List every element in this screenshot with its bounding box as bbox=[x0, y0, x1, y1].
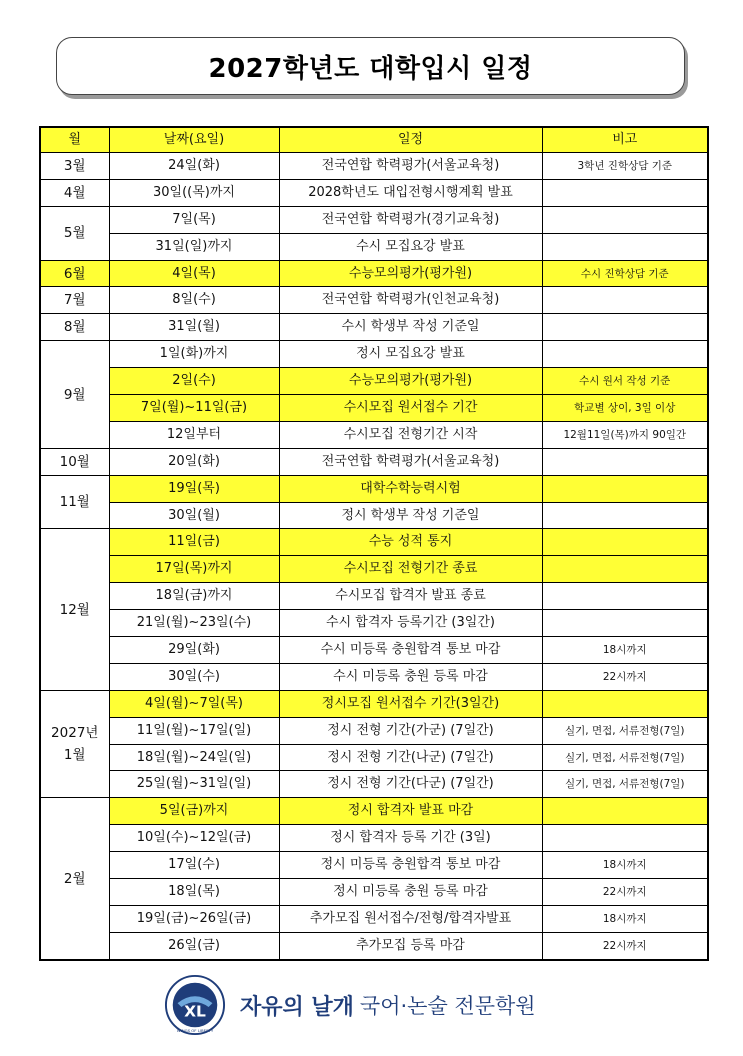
table-row bbox=[40, 932, 708, 959]
cell-note: 수시 원서 작성 기준 bbox=[542, 368, 708, 395]
table-row bbox=[40, 153, 708, 180]
table-row bbox=[40, 798, 708, 825]
cell-note: 18시까지 bbox=[542, 637, 708, 664]
cell-month: 7월 bbox=[40, 287, 109, 314]
cell-date: 4일(목) bbox=[109, 260, 279, 287]
cell-date: 10일(수)~12일(금) bbox=[109, 825, 279, 852]
cell-note bbox=[542, 583, 708, 610]
table-row bbox=[40, 825, 708, 852]
cell-note bbox=[542, 448, 708, 475]
cell-note bbox=[542, 287, 708, 314]
cell-date: 17일(목)까지 bbox=[109, 556, 279, 583]
cell-date: 21일(월)~23일(수) bbox=[109, 610, 279, 637]
title-box bbox=[56, 37, 685, 95]
schedule-table bbox=[39, 126, 709, 961]
table-row bbox=[40, 287, 708, 314]
table-row bbox=[40, 879, 708, 906]
footer-name: 자유의 날개 bbox=[240, 994, 354, 1020]
cell-month: 5월 bbox=[40, 206, 109, 260]
cell-note bbox=[542, 233, 708, 260]
page-title: 2027학년도 대학입시 일정 bbox=[208, 53, 533, 84]
cell-date: 12일부터 bbox=[109, 421, 279, 448]
table-row bbox=[40, 529, 708, 556]
cell-note bbox=[542, 798, 708, 825]
cell-event: 정시 합격자 등록 기간 (3일) bbox=[279, 825, 542, 852]
cell-note: 22시까지 bbox=[542, 932, 708, 959]
cell-note: 3학년 진학상담 기준 bbox=[542, 153, 708, 180]
cell-event: 수시모집 전형기간 시작 bbox=[279, 421, 542, 448]
cell-date: 7일(월)~11일(금) bbox=[109, 395, 279, 422]
table-row bbox=[40, 314, 708, 341]
cell-date: 29일(화) bbox=[109, 637, 279, 664]
table-row bbox=[40, 395, 708, 422]
cell-date: 18일(목) bbox=[109, 879, 279, 906]
logo-bottom-text: WINGS OF LIBERTY bbox=[176, 1028, 214, 1034]
cell-event: 전국연합 학력평가(경기교육청) bbox=[279, 206, 542, 233]
table-row bbox=[40, 341, 708, 368]
cell-event: 대학수학능력시험 bbox=[279, 475, 542, 502]
header-event: 일정 bbox=[279, 127, 542, 153]
cell-note bbox=[542, 502, 708, 529]
cell-date: 31일(월) bbox=[109, 314, 279, 341]
cell-event: 정시 학생부 작성 기준일 bbox=[279, 502, 542, 529]
header-date: 날짜(요일) bbox=[109, 127, 279, 153]
cell-month: 3월 bbox=[40, 153, 109, 180]
cell-date: 30일(월) bbox=[109, 502, 279, 529]
cell-event: 수능 성적 통지 bbox=[279, 529, 542, 556]
cell-event: 수시모집 원서접수 기간 bbox=[279, 395, 542, 422]
table-row bbox=[40, 448, 708, 475]
cell-date: 11일(금) bbox=[109, 529, 279, 556]
cell-date: 25일(월)~31일(일) bbox=[109, 771, 279, 798]
cell-date: 26일(금) bbox=[109, 932, 279, 959]
cell-date: 19일(금)~26일(금) bbox=[109, 905, 279, 932]
cell-note bbox=[542, 610, 708, 637]
cell-note: 실기, 면접, 서류전형(7일) bbox=[542, 717, 708, 744]
cell-month: 10월 bbox=[40, 448, 109, 475]
cell-note: 수시 진학상담 기준 bbox=[542, 260, 708, 287]
table-row bbox=[40, 260, 708, 287]
cell-event: 정시 전형 기간(나군) (7일간) bbox=[279, 744, 542, 771]
cell-note: 실기, 면접, 서류전형(7일) bbox=[542, 771, 708, 798]
table-row bbox=[40, 905, 708, 932]
cell-date: 5일(금)까지 bbox=[109, 798, 279, 825]
cell-note bbox=[542, 529, 708, 556]
cell-month: 12월 bbox=[40, 529, 109, 690]
logo-letters: XL bbox=[184, 1002, 206, 1021]
cell-event: 수시 합격자 등록기간 (3일간) bbox=[279, 610, 542, 637]
cell-event: 정시 미등록 충원합격 통보 마감 bbox=[279, 852, 542, 879]
cell-note: 18시까지 bbox=[542, 905, 708, 932]
cell-note: 18시까지 bbox=[542, 852, 708, 879]
cell-month: 2월 bbox=[40, 798, 109, 960]
cell-date: 18일(금)까지 bbox=[109, 583, 279, 610]
table-row bbox=[40, 744, 708, 771]
cell-note bbox=[542, 556, 708, 583]
cell-event: 정시 미등록 충원 등록 마감 bbox=[279, 879, 542, 906]
table-row bbox=[40, 690, 708, 717]
table-row bbox=[40, 556, 708, 583]
table-row bbox=[40, 583, 708, 610]
cell-note bbox=[542, 475, 708, 502]
cell-date: 30일(수) bbox=[109, 663, 279, 690]
cell-note bbox=[542, 206, 708, 233]
table-row bbox=[40, 852, 708, 879]
cell-note bbox=[542, 690, 708, 717]
cell-event: 수시 모집요강 발표 bbox=[279, 233, 542, 260]
cell-event: 수능모의평가(평가원) bbox=[279, 260, 542, 287]
cell-note: 학교별 상이, 3일 이상 bbox=[542, 395, 708, 422]
cell-event: 수시모집 전형기간 종료 bbox=[279, 556, 542, 583]
table-row bbox=[40, 663, 708, 690]
cell-event: 정시 전형 기간(다군) (7일간) bbox=[279, 771, 542, 798]
cell-date: 30일((목)까지 bbox=[109, 179, 279, 206]
academy-logo bbox=[164, 974, 226, 1036]
cell-event: 정시 모집요강 발표 bbox=[279, 341, 542, 368]
table-row bbox=[40, 368, 708, 395]
cell-event: 수시 학생부 작성 기준일 bbox=[279, 314, 542, 341]
header-note: 비고 bbox=[542, 127, 708, 153]
cell-date: 19일(목) bbox=[109, 475, 279, 502]
cell-date: 7일(목) bbox=[109, 206, 279, 233]
cell-event: 추가모집 등록 마감 bbox=[279, 932, 542, 959]
footer bbox=[164, 975, 584, 1035]
cell-note bbox=[542, 341, 708, 368]
cell-date: 31일(일)까지 bbox=[109, 233, 279, 260]
cell-event: 전국연합 학력평가(서울교육청) bbox=[279, 153, 542, 180]
footer-subtitle: 국어·논술 전문학원 bbox=[359, 994, 536, 1018]
cell-date: 18일(월)~24일(일) bbox=[109, 744, 279, 771]
cell-note: 12월11일(목)까지 90일간 bbox=[542, 421, 708, 448]
table-row bbox=[40, 206, 708, 233]
cell-event: 정시모집 원서접수 기간(3일간) bbox=[279, 690, 542, 717]
header-month: 월 bbox=[40, 127, 109, 153]
cell-event: 전국연합 학력평가(인천교육청) bbox=[279, 287, 542, 314]
table-row bbox=[40, 610, 708, 637]
cell-event: 정시 전형 기간(가군) (7일간) bbox=[279, 717, 542, 744]
cell-note bbox=[542, 825, 708, 852]
cell-date: 17일(수) bbox=[109, 852, 279, 879]
cell-event: 2028학년도 대입전형시행계획 발표 bbox=[279, 179, 542, 206]
cell-event: 정시 합격자 발표 마감 bbox=[279, 798, 542, 825]
cell-event: 추가모집 원서접수/전형/합격자발표 bbox=[279, 905, 542, 932]
cell-note bbox=[542, 314, 708, 341]
cell-note: 실기, 면접, 서류전형(7일) bbox=[542, 744, 708, 771]
cell-event: 수시모집 합격자 발표 종료 bbox=[279, 583, 542, 610]
table-row bbox=[40, 179, 708, 206]
cell-note bbox=[542, 179, 708, 206]
cell-event: 수능모의평가(평가원) bbox=[279, 368, 542, 395]
cell-event: 전국연합 학력평가(서울교육청) bbox=[279, 448, 542, 475]
cell-month: 4월 bbox=[40, 179, 109, 206]
table-row bbox=[40, 233, 708, 260]
cell-date: 11일(월)~17일(일) bbox=[109, 717, 279, 744]
table-header-row bbox=[40, 127, 708, 153]
cell-month: 11월 bbox=[40, 475, 109, 529]
table-body bbox=[40, 153, 708, 960]
table-row bbox=[40, 771, 708, 798]
cell-date: 2일(수) bbox=[109, 368, 279, 395]
table-row bbox=[40, 421, 708, 448]
cell-event: 수시 미등록 충원합격 통보 마감 bbox=[279, 637, 542, 664]
table-row bbox=[40, 502, 708, 529]
cell-note: 22시까지 bbox=[542, 879, 708, 906]
cell-date: 20일(화) bbox=[109, 448, 279, 475]
cell-date: 24일(화) bbox=[109, 153, 279, 180]
cell-month: 2027년 1월 bbox=[40, 690, 109, 798]
cell-date: 4일(월)~7일(목) bbox=[109, 690, 279, 717]
table-row bbox=[40, 717, 708, 744]
table-row bbox=[40, 475, 708, 502]
cell-month: 8월 bbox=[40, 314, 109, 341]
cell-note: 22시까지 bbox=[542, 663, 708, 690]
cell-month: 6월 bbox=[40, 260, 109, 287]
cell-event: 수시 미등록 충원 등록 마감 bbox=[279, 663, 542, 690]
table-row bbox=[40, 637, 708, 664]
cell-month: 9월 bbox=[40, 341, 109, 449]
cell-date: 8일(수) bbox=[109, 287, 279, 314]
cell-date: 1일(화)까지 bbox=[109, 341, 279, 368]
